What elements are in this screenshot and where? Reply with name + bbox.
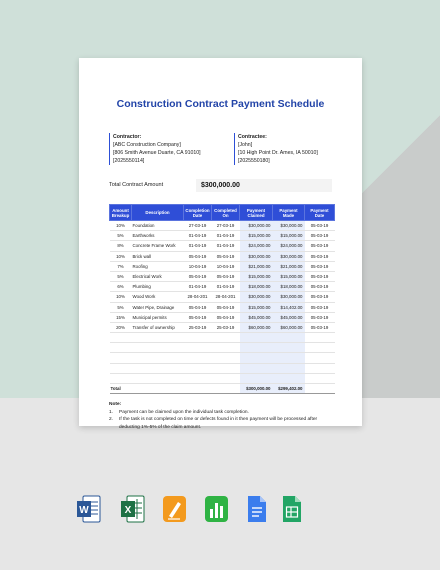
empty-cell <box>184 333 212 343</box>
cell-payment-date: 05-03-19 <box>305 312 335 322</box>
empty-cell <box>212 333 240 343</box>
total-contract-label: Total Contract Amount <box>109 182 164 188</box>
empty-cell <box>132 373 184 383</box>
empty-cell <box>132 343 184 353</box>
note-number: 2. <box>109 417 114 422</box>
payment-schedule-table <box>109 204 335 394</box>
note-item <box>109 416 339 431</box>
cell-completed-on: 05-04-19 <box>212 251 240 261</box>
cell-amount-breakup: 20% <box>110 322 132 332</box>
cell-description: Transfer of ownership <box>132 322 184 332</box>
cell-completion-date: 27-03-19 <box>184 221 212 231</box>
empty-cell <box>110 353 132 363</box>
cell-description: Wood Work <box>132 292 184 302</box>
cell-amount-breakup: 5% <box>110 231 132 241</box>
empty-cell <box>212 353 240 363</box>
cell-payment-date: 05-03-19 <box>305 241 335 251</box>
google-docs-icon[interactable] <box>244 494 269 524</box>
empty-cell <box>240 343 273 353</box>
cell-completion-date: 05-04-19 <box>184 312 212 322</box>
empty-cell <box>110 333 132 343</box>
table-row <box>110 261 335 271</box>
empty-cell <box>273 343 305 353</box>
table-row <box>110 292 335 302</box>
empty-cell <box>305 353 335 363</box>
cell-payment-claimed: $15,000.00 <box>240 271 273 281</box>
empty-cell <box>240 373 273 383</box>
note-text: Payment can be claimed upon the individual task completion. <box>119 409 249 415</box>
header-completion-date: Completion Date <box>184 205 212 221</box>
cell-payment-made: $45,000.00 <box>273 312 305 322</box>
cell-payment-claimed: $15,000.00 <box>240 302 273 312</box>
empty-cell <box>184 373 212 383</box>
empty-cell <box>240 363 273 373</box>
excel-icon[interactable] <box>120 494 145 524</box>
total-spacer <box>184 384 212 394</box>
cell-completion-date: 05-04-19 <box>184 271 212 281</box>
table-row <box>110 251 335 261</box>
contractor-address: [806 Smith Avenue Duarte, CA 91010] <box>113 150 201 156</box>
empty-table-row <box>110 343 335 353</box>
total-row <box>110 384 335 394</box>
empty-cell <box>305 333 335 343</box>
cell-description: Water Pipe, Drainage <box>132 302 184 312</box>
cell-amount-breakup: 5% <box>110 302 132 312</box>
cell-completion-date: 05-04-19 <box>184 251 212 261</box>
table-row <box>110 312 335 322</box>
empty-cell <box>240 333 273 343</box>
contractee-phone: [2025550180] <box>238 158 270 164</box>
empty-cell <box>212 373 240 383</box>
cell-payment-made: $15,000.00 <box>273 231 305 241</box>
empty-cell <box>110 373 132 383</box>
numbers-icon[interactable] <box>204 494 229 524</box>
table-header-row <box>110 205 335 221</box>
notes-heading: Note: <box>109 402 122 407</box>
note-text: If the task is not completed on time or defects found in it then payment will be processed after deducting 1%-5% of the claim amount. <box>119 417 318 430</box>
word-icon[interactable] <box>76 494 101 524</box>
cell-payment-made: $18,000.00 <box>273 282 305 292</box>
empty-cell <box>184 363 212 373</box>
word-letter: W <box>79 505 89 516</box>
cell-payment-made: $24,000.00 <box>273 241 305 251</box>
empty-cell <box>132 353 184 363</box>
cell-amount-breakup: 6% <box>110 282 132 292</box>
cell-payment-date: 05-03-19 <box>305 231 335 241</box>
empty-cell <box>273 363 305 373</box>
cell-completed-on: 27-03-19 <box>212 221 240 231</box>
empty-cell <box>132 333 184 343</box>
cell-payment-made: $60,000.00 <box>273 322 305 332</box>
cell-payment-claimed: $15,000.00 <box>240 231 273 241</box>
contractee-name: [John] <box>238 142 253 148</box>
header-payment-claimed: Payment Claimed <box>240 205 273 221</box>
cell-payment-claimed: $18,000.00 <box>240 282 273 292</box>
table-row <box>110 322 335 332</box>
cell-payment-made: $15,000.00 <box>273 271 305 281</box>
total-spacer <box>305 384 335 394</box>
cell-payment-date: 05-03-19 <box>305 261 335 271</box>
header-amount-breakup: Amount Breakup <box>110 205 132 221</box>
cell-description: Municipal permits <box>132 312 184 322</box>
total-label: Total <box>110 384 132 394</box>
cell-completion-date: 01-04-19 <box>184 241 212 251</box>
contractee-heading: Contractee: <box>238 134 267 140</box>
empty-cell <box>110 363 132 373</box>
notes-section <box>109 401 339 431</box>
empty-table-row <box>110 333 335 343</box>
cell-payment-claimed: $30,000.00 <box>240 251 273 261</box>
total-claimed: $300,000.00 <box>240 384 273 394</box>
empty-cell <box>273 373 305 383</box>
cell-payment-claimed: $60,000.00 <box>240 322 273 332</box>
cell-completion-date: 01-04-19 <box>184 282 212 292</box>
empty-cell <box>273 333 305 343</box>
total-made: $299,402.00 <box>273 384 305 394</box>
empty-cell <box>184 353 212 363</box>
cell-payment-made: $21,000.00 <box>273 261 305 271</box>
cell-completed-on: 10-04-19 <box>212 261 240 271</box>
cell-completion-date: 01-04-19 <box>184 231 212 241</box>
cell-description: Roofing <box>132 261 184 271</box>
empty-cell <box>184 343 212 353</box>
cell-amount-breakup: 10% <box>110 251 132 261</box>
cell-amount-breakup: 10% <box>110 292 132 302</box>
cell-description: Earthworks <box>132 231 184 241</box>
empty-cell <box>212 343 240 353</box>
cell-completion-date: 28-04-201 <box>184 292 212 302</box>
cell-amount-breakup: 7% <box>110 261 132 271</box>
excel-letter: X <box>124 505 132 516</box>
table-row <box>110 271 335 281</box>
table-row <box>110 302 335 312</box>
cell-payment-made: $30,000.00 <box>273 292 305 302</box>
cell-completed-on: 05-04-19 <box>212 271 240 281</box>
note-number: 1. <box>109 409 114 415</box>
cell-amount-breakup: 15% <box>110 312 132 322</box>
cell-amount-breakup: 10% <box>110 221 132 231</box>
contractee-block <box>234 133 318 165</box>
total-spacer <box>212 384 240 394</box>
cell-description: Electrical Work <box>132 271 184 281</box>
cell-completed-on: 28-04-201 <box>212 292 240 302</box>
empty-cell <box>240 353 273 363</box>
cell-description: Foundation <box>132 221 184 231</box>
contractor-heading: Contractor: <box>113 134 142 140</box>
contractor-block <box>109 133 201 165</box>
cell-payment-claimed: $21,000.00 <box>240 261 273 271</box>
cell-completion-date: 25-03-19 <box>184 322 212 332</box>
contractor-phone: [2025550114] <box>113 158 145 164</box>
cell-description: Brick wall <box>132 251 184 261</box>
cell-description: Plumbing <box>132 282 184 292</box>
cell-payment-date: 05-03-19 <box>305 322 335 332</box>
cell-payment-date: 05-03-19 <box>305 282 335 292</box>
empty-table-row <box>110 363 335 373</box>
cell-completed-on: 01-04-19 <box>212 282 240 292</box>
empty-table-row <box>110 373 335 383</box>
cell-amount-breakup: 8% <box>110 241 132 251</box>
app-icon-bar <box>76 494 366 526</box>
cell-payment-date: 05-03-19 <box>305 271 335 281</box>
cell-completion-date: 05-04-19 <box>184 302 212 312</box>
empty-cell <box>305 373 335 383</box>
total-contract-value: $300,000.00 <box>196 179 332 192</box>
empty-cell <box>305 343 335 353</box>
cell-payment-date: 05-03-19 <box>305 251 335 261</box>
table-row <box>110 231 335 241</box>
cell-completed-on: 01-04-19 <box>212 241 240 251</box>
cell-completed-on: 01-04-19 <box>212 231 240 241</box>
cell-payment-date: 05-03-19 <box>305 302 335 312</box>
empty-cell <box>132 363 184 373</box>
cell-payment-claimed: $30,000.00 <box>240 292 273 302</box>
cell-payment-claimed: $45,000.00 <box>240 312 273 322</box>
google-sheets-icon[interactable] <box>279 494 304 524</box>
contractee-address: [10 High Point Dr. Ames, IA 50010] <box>238 150 318 156</box>
header-completed-on: Completed On <box>212 205 240 221</box>
empty-cell <box>305 363 335 373</box>
note-item <box>109 409 339 417</box>
cell-completion-date: 10-04-19 <box>184 261 212 271</box>
empty-cell <box>273 353 305 363</box>
header-payment-made: Payment Made <box>273 205 305 221</box>
cell-completed-on: 05-04-19 <box>212 312 240 322</box>
cell-payment-made: $30,000.00 <box>273 221 305 231</box>
cell-payment-date: 05-03-19 <box>305 292 335 302</box>
table-row <box>110 282 335 292</box>
total-spacer <box>132 384 184 394</box>
document-title: Construction Contract Payment Schedule <box>116 98 325 110</box>
document-page <box>79 58 362 430</box>
table-row <box>110 221 335 231</box>
cell-description: Concrete Frame Work <box>132 241 184 251</box>
cell-amount-breakup: 5% <box>110 271 132 281</box>
header-description: Description <box>132 205 184 221</box>
cell-payment-made: $14,402.00 <box>273 302 305 312</box>
cell-payment-claimed: $30,000.00 <box>240 221 273 231</box>
cell-completed-on: 05-04-19 <box>212 302 240 312</box>
empty-cell <box>110 343 132 353</box>
empty-table-row <box>110 353 335 363</box>
cell-payment-claimed: $24,000.00 <box>240 241 273 251</box>
header-payment-date: Payment Date <box>305 205 335 221</box>
pages-icon[interactable] <box>162 494 187 524</box>
contractor-name: [ABC Construction Company] <box>113 142 181 148</box>
cell-payment-made: $30,000.00 <box>273 251 305 261</box>
cell-payment-date: 05-03-19 <box>305 221 335 231</box>
table-row <box>110 241 335 251</box>
empty-cell <box>212 363 240 373</box>
cell-completed-on: 25-03-19 <box>212 322 240 332</box>
